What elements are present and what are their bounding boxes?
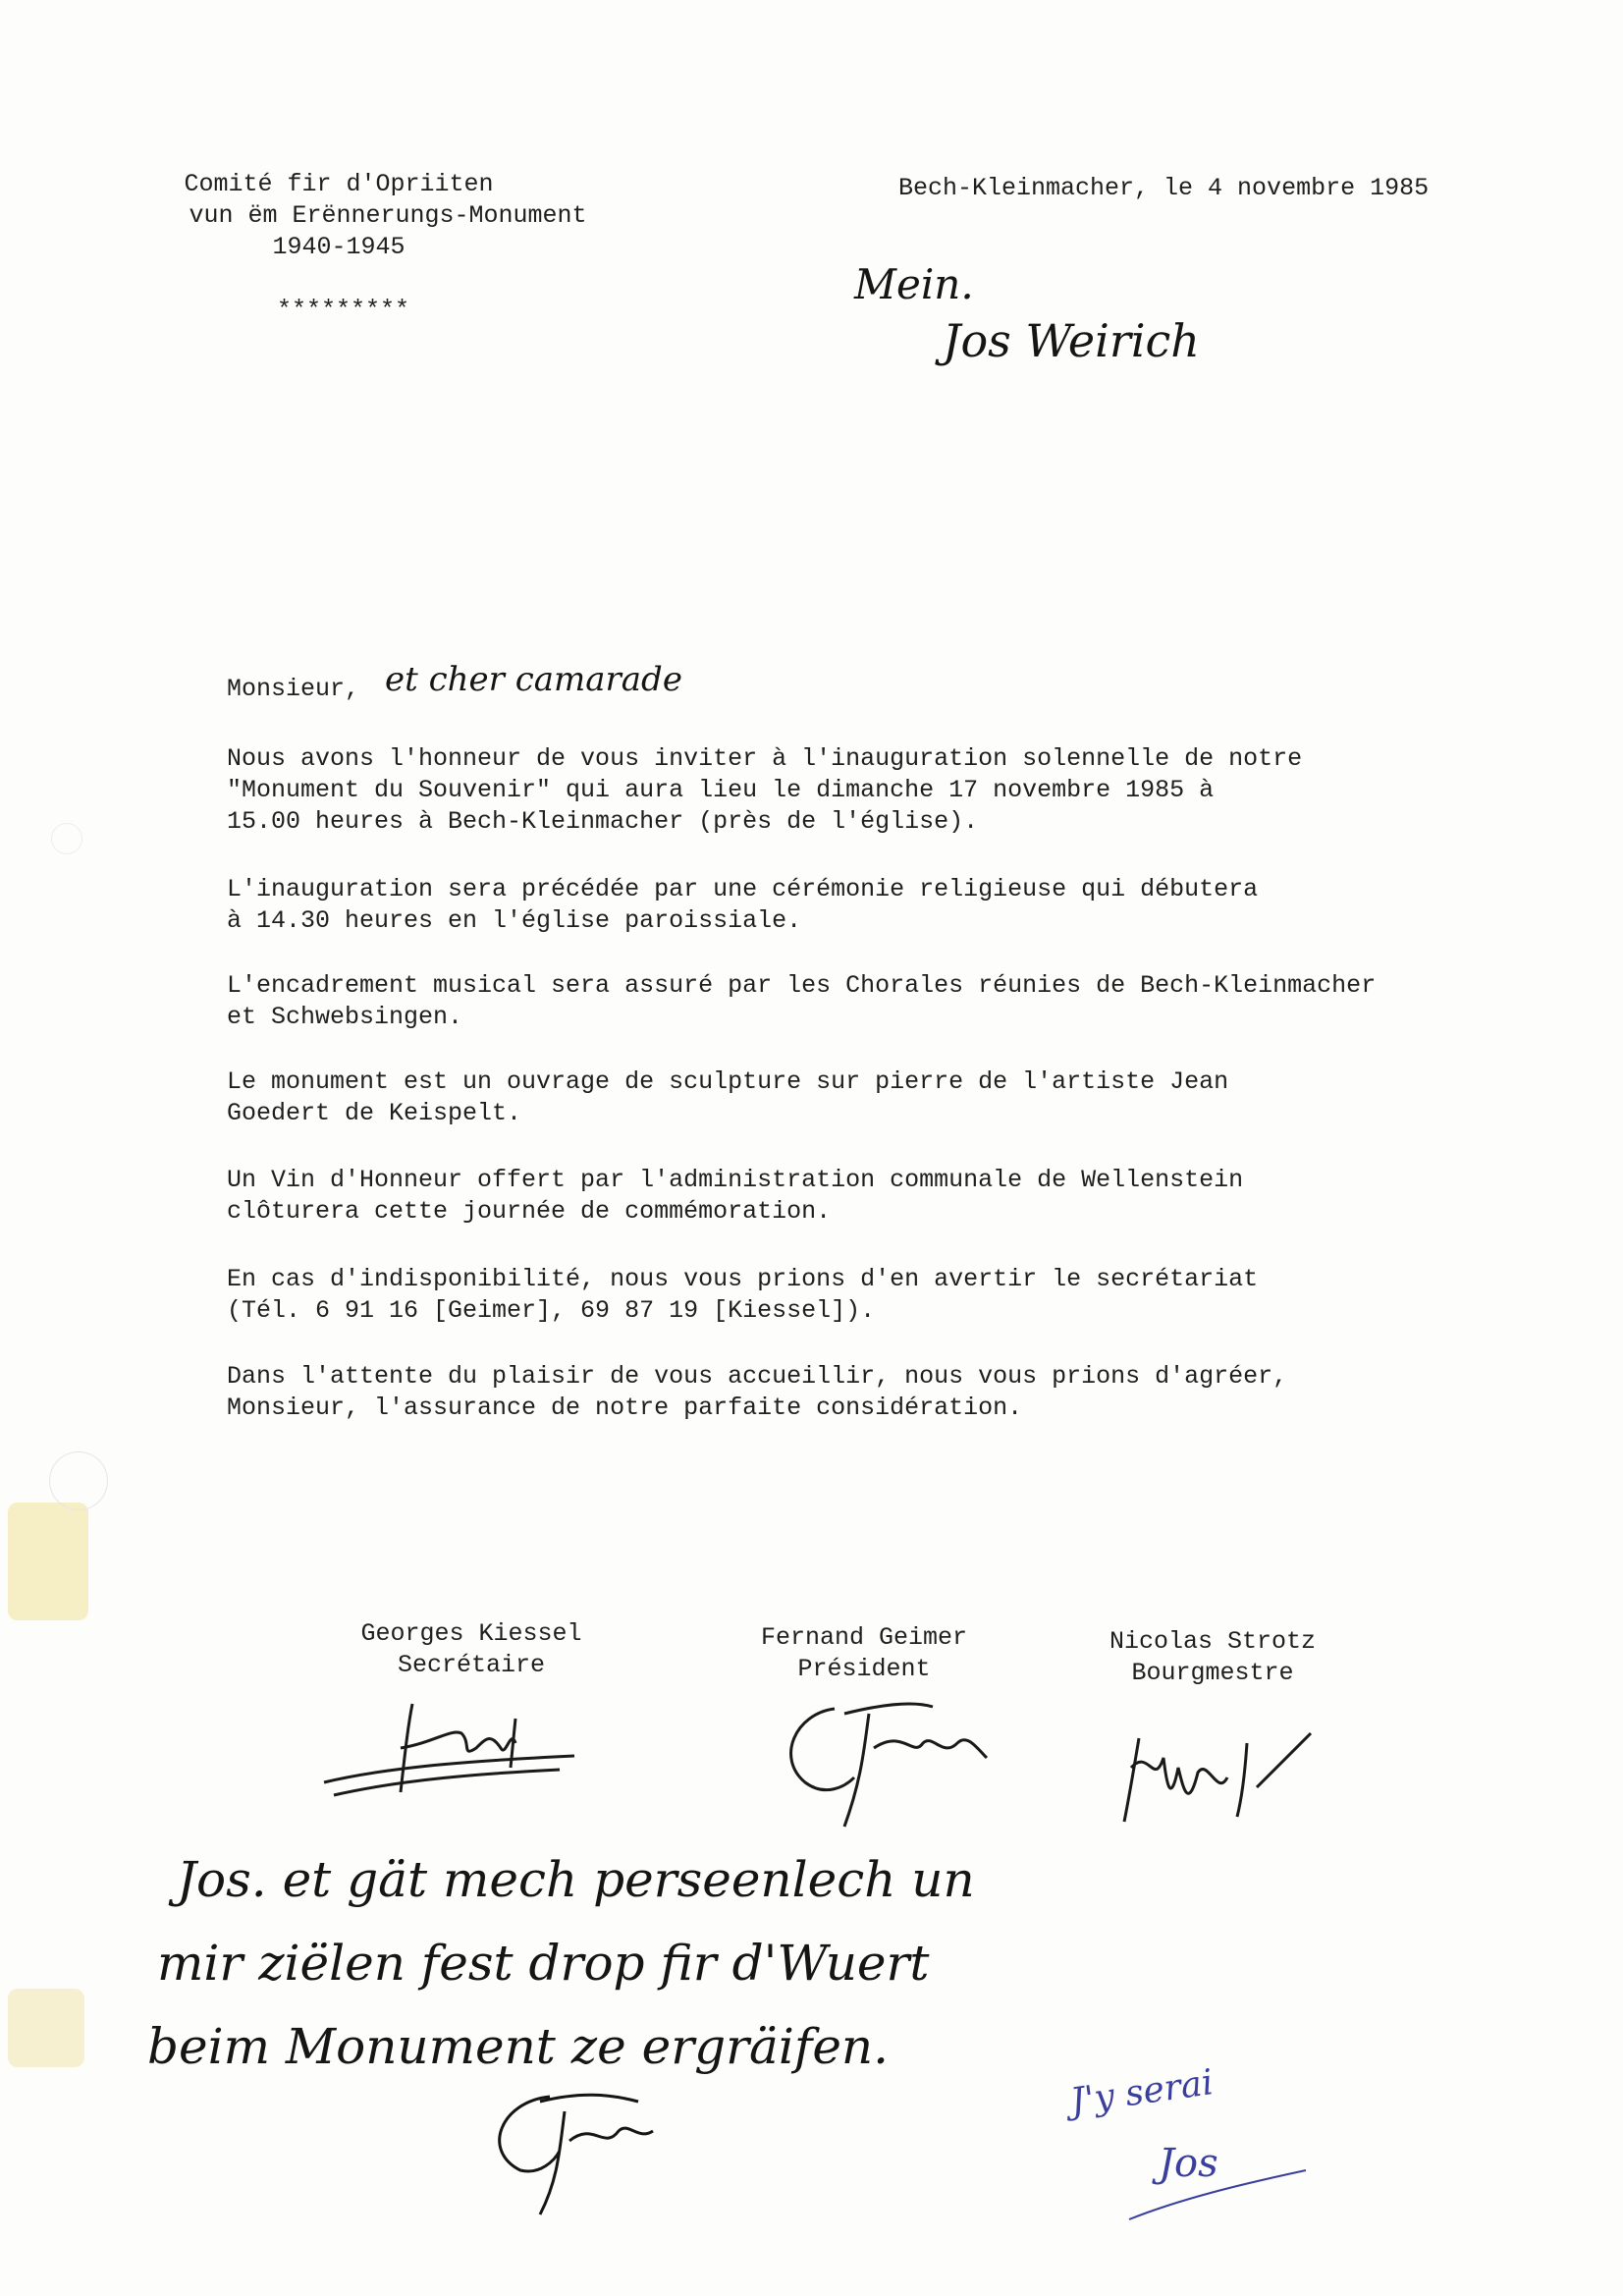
paper-stain	[8, 1503, 88, 1620]
body-line: Nous avons l'honneur de vous inviter à l'inauguration solennelle de notre	[227, 744, 1303, 773]
signatory-secretary	[324, 1618, 619, 1681]
body-paragraph	[227, 743, 1533, 838]
committee-line: Comité fir d'Opriiten	[184, 170, 494, 198]
signatory-president	[717, 1622, 1011, 1685]
committee-line: vun ëm Erënnerungs-Monument	[189, 201, 587, 230]
signatory-title: Secrétaire	[397, 1651, 546, 1679]
body-line: En cas d'indisponibilité, nous vous prions d'en avertir le secrétariat	[227, 1265, 1259, 1293]
blue-note-line: J'y serai	[1067, 2062, 1217, 2122]
salutation: Monsieur,	[227, 675, 360, 703]
body-line: L'inauguration sera précédée par une cérémonie religieuse qui débutera	[227, 875, 1259, 903]
body-paragraph	[227, 1361, 1533, 1424]
body-paragraph	[227, 1264, 1533, 1327]
paper-stain	[8, 1989, 84, 2067]
body-line: à 14.30 heures en l'église paroissiale.	[227, 906, 802, 935]
handwritten-note-line: Jos. et gät mech perseenlech un	[177, 1851, 975, 1908]
hole-punch-mark	[51, 823, 82, 854]
committee-years	[157, 232, 520, 263]
body-paragraph	[227, 1165, 1533, 1228]
handwritten-addressee-line: Jos Weirich	[943, 314, 1200, 367]
handwritten-note-line: mir ziëlen fest drop fir d'Wuert	[157, 1935, 930, 1992]
signatory-mayor	[1065, 1626, 1360, 1689]
body-line: "Monument du Souvenir" qui aura lieu le dimanche 17 novembre 1985 à	[227, 776, 1215, 804]
place-date: Bech-Kleinmacher, le 4 novembre 1985	[898, 174, 1430, 202]
committee-line: 1940-1945	[272, 233, 406, 261]
body-paragraph	[227, 970, 1533, 1033]
handwritten-salutation: et cher camarade	[385, 660, 682, 699]
signature-geimer	[776, 1689, 1001, 1836]
body-line: clôturera cette journée de commémoration.	[227, 1197, 832, 1226]
handwritten-addressee-line: Mein.	[854, 260, 974, 308]
body-line: et Schwebsingen.	[227, 1003, 463, 1031]
committee-name	[157, 200, 619, 232]
signatory-title: Président	[797, 1655, 931, 1683]
body-line: Goedert de Keispelt.	[227, 1099, 522, 1127]
signatory-name: Fernand Geimer	[760, 1623, 968, 1652]
separator-stars: *********	[277, 296, 410, 324]
signature-strotz	[1109, 1728, 1335, 1827]
signatory-title: Bourgmestre	[1131, 1659, 1294, 1687]
body-line: Le monument est un ouvrage de sculpture sur pierre de l'artiste Jean	[227, 1067, 1229, 1096]
body-line: Un Vin d'Honneur offert par l'administration communale de Wellenstein	[227, 1166, 1244, 1194]
body-line: 15.00 heures à Bech-Kleinmacher (près de l'église).	[227, 807, 979, 836]
body-paragraph	[227, 874, 1533, 937]
body-line: (Tél. 6 91 16 [Geimer], 69 87 19 [Kiessel]).	[227, 1296, 876, 1325]
signature-geimer-note	[461, 2082, 697, 2219]
signatory-name: Nicolas Strotz	[1109, 1627, 1317, 1656]
handwritten-note-line: beim Monument ze ergräifen.	[147, 2018, 890, 2075]
signatory-name: Georges Kiessel	[360, 1619, 582, 1648]
blue-note-underline	[1119, 2160, 1316, 2229]
blue-note-line: Jos	[1159, 2141, 1218, 2186]
signature-kiessel	[314, 1689, 589, 1807]
hole-punch-mark	[49, 1451, 108, 1510]
body-line: Monsieur, l'assurance de notre parfaite considération.	[227, 1394, 1023, 1422]
committee-name	[157, 169, 520, 200]
body-paragraph	[227, 1066, 1533, 1129]
body-line: L'encadrement musical sera assuré par les Chorales réunies de Bech-Kleinmacher	[227, 971, 1377, 1000]
body-line: Dans l'attente du plaisir de vous accueillir, nous vous prions d'agréer,	[227, 1362, 1288, 1391]
